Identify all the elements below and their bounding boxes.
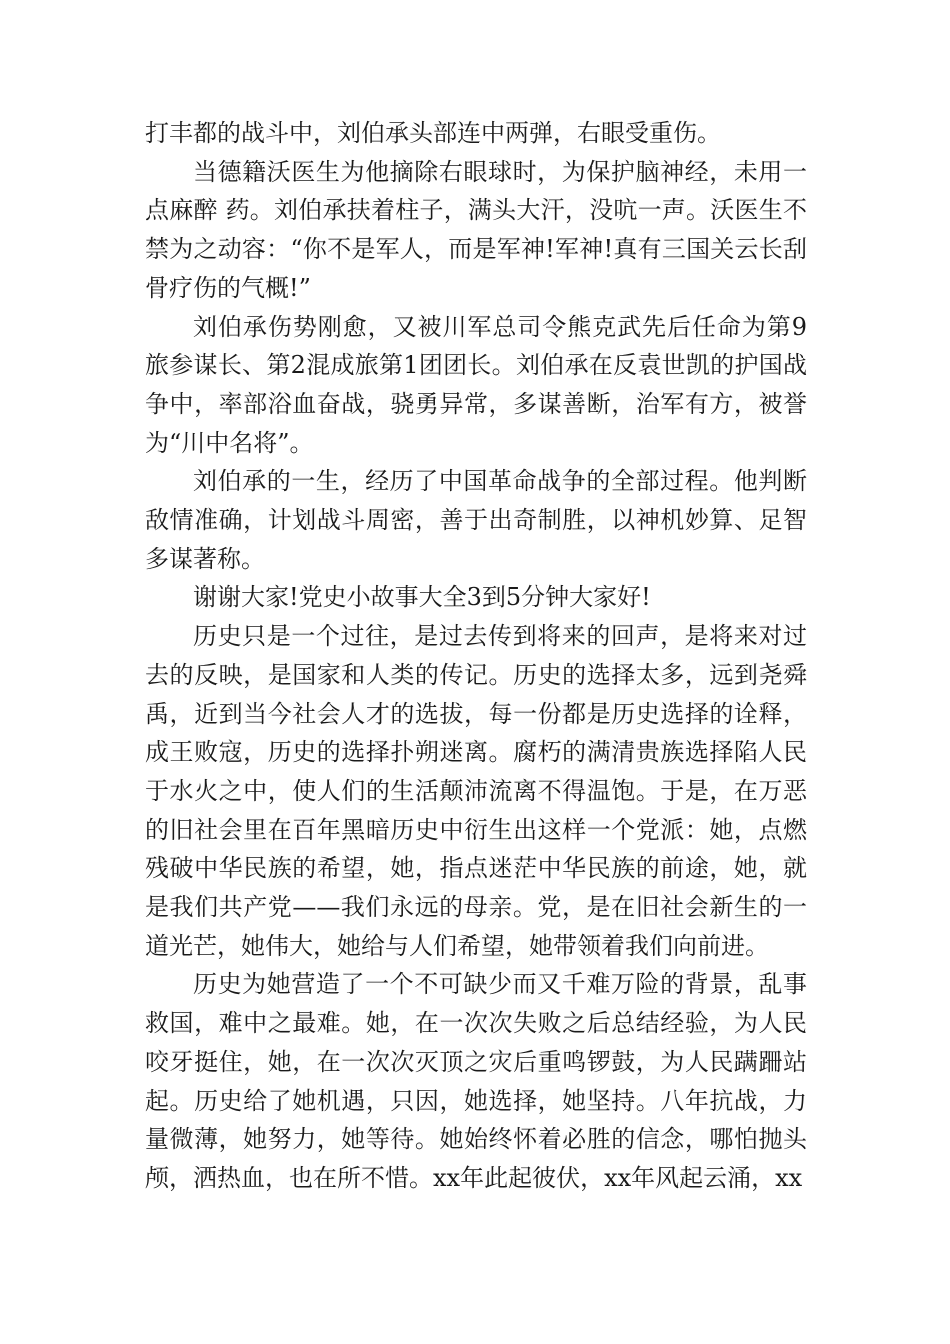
paragraph-3: 刘伯承伤势刚愈，又被川军总司令熊克武先后任命为第9旅参谋长、第2混成旅第1团团长。刘伯承在反袁世凯的护国战争中，率部浴血奋战，骁勇异常，多谋善断，治军有方，被誉为“川中名将”。	[145, 312, 807, 457]
paragraph-5: 谢谢大家!党史小故事大全3到5分钟大家好!	[193, 583, 651, 612]
document-page	[145, 114, 807, 1198]
paragraph-1: 打丰都的战斗中，刘伯承头部连中两弹，右眼受重伤。	[145, 119, 721, 147]
paragraph-4: 刘伯承的一生，经历了中国革命战争的全部过程。他判断敌情准确，计划战斗周密，善于出奇制胜，以神机妙算、足智多谋著称。	[145, 467, 807, 573]
paragraph-7: 历史为她营造了一个不可缺少而又千难万险的背景，乱事救国，难中之最难。她，在一次次失败之后总结经验，为人民咬牙挺住，她，在一次次灭顶之灾后重鸣锣鼓，为人民蹒跚站起。历史给了她机遇，只因，她选择，她坚持。八年抗战，力量微薄，她努力，她等待。她始终怀着必胜的信念，哪怕抛头颅，洒热血，也在所不惜。xx年此起彼伏，xx年风起云涌，xx	[145, 970, 807, 1192]
paragraph-6: 历史只是一个过往，是过去传到将来的回声，是将来对过去的反映，是国家和人类的传记。历史的选择太多，远到尧舜禹，近到当今社会人才的选拔，每一份都是历史选择的诠释，成王败寇，历史的选择扑朔迷离。腐朽的满清贵族选择陷人民于水火之中，使人们的生活颠沛流离不得温饱。于是，在万恶的旧社会里在百年黑暗历史中衍生出这样一个党派：她，点燃残破中华民族的希望，她，指点迷茫中华民族的前途，她，就是我们共产党——我们永远的母亲。党，是在旧社会新生的一道光芒，她伟大，她给与人们希望，她带领着我们向前进。	[145, 622, 807, 960]
paragraph-2: 当德籍沃医生为他摘除右眼球时，为保护脑神经，未用一点麻醉 药。刘伯承扶着柱子，满头大汗，没吭一声。沃医生不禁为之动容：“你不是军人，而是军神!军神!真有三国关云长刮骨疗伤的气概!”	[145, 157, 807, 302]
